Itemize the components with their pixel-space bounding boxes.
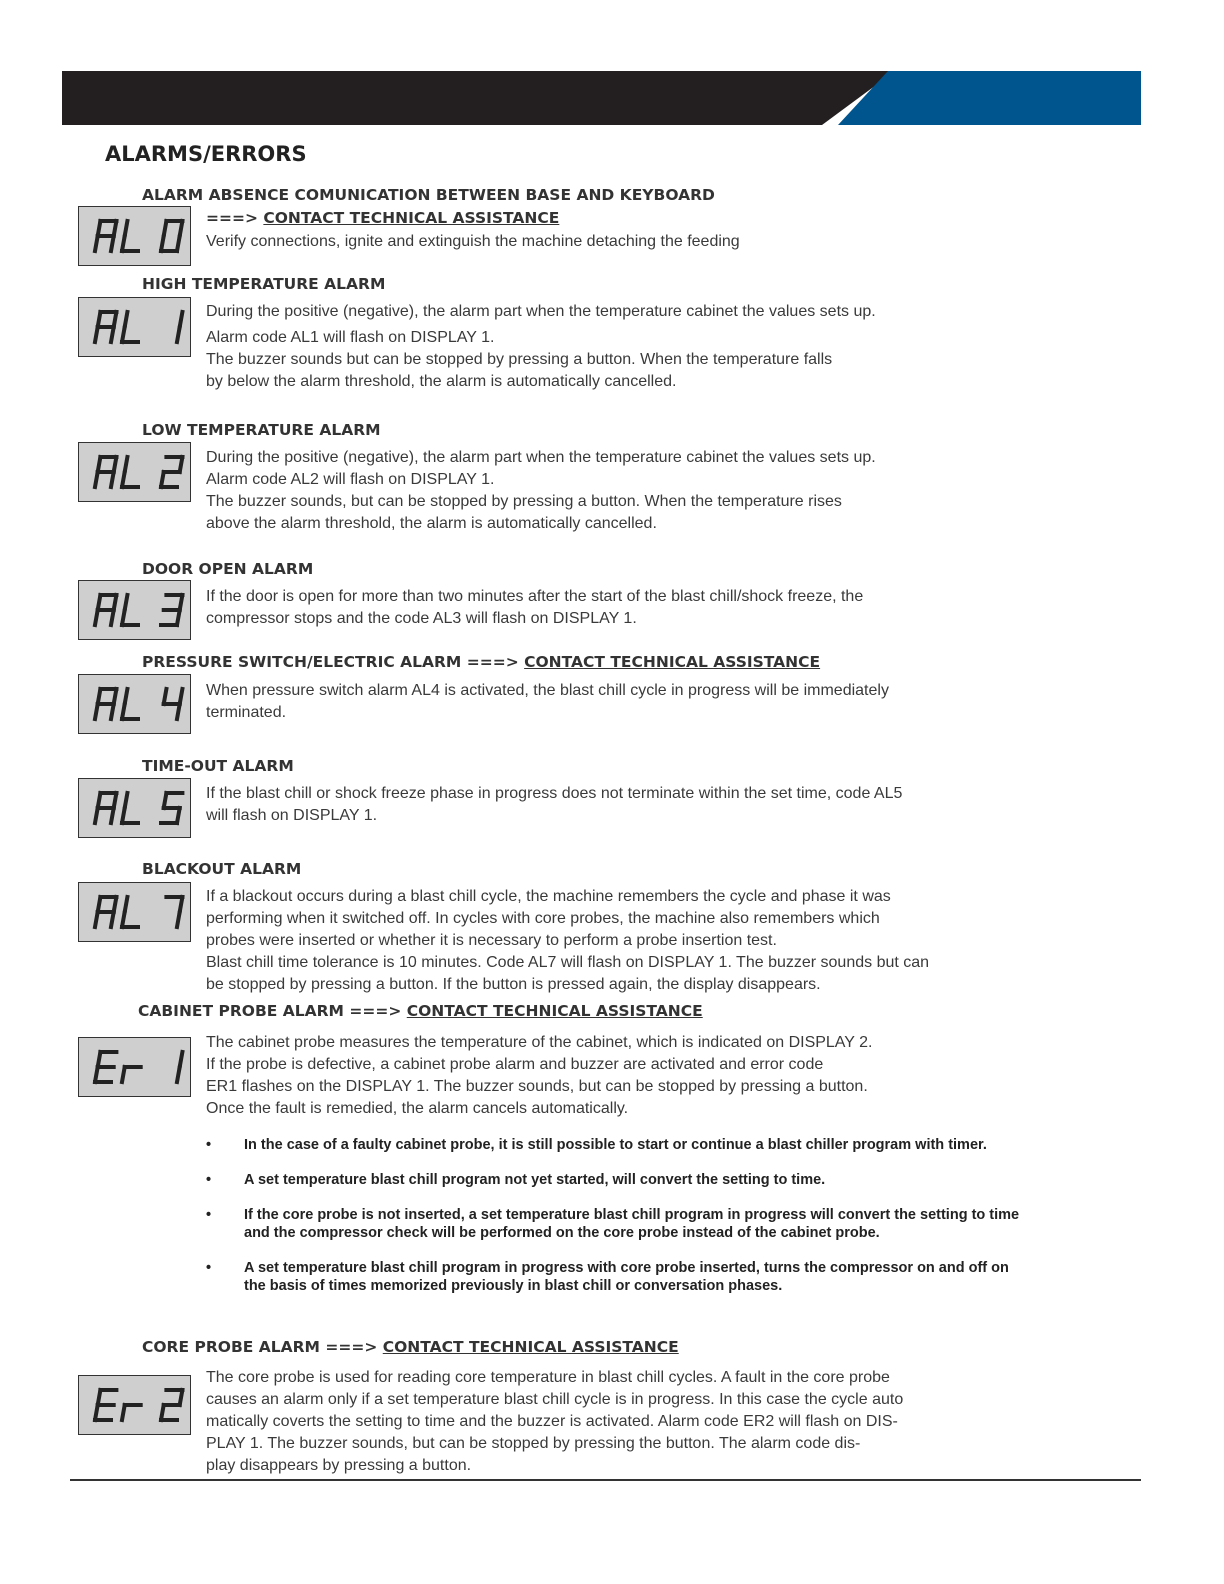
lcd-segment xyxy=(122,472,125,487)
lcd-segment xyxy=(161,472,164,487)
lcd-display xyxy=(78,580,191,640)
lcd-segment xyxy=(98,793,101,808)
lcd-code-al7 xyxy=(79,883,192,943)
section-title: BLACKOUT ALARM xyxy=(142,860,302,878)
lcd-segment xyxy=(125,595,128,610)
lcd-segment xyxy=(111,808,114,823)
lcd-segment xyxy=(125,793,128,808)
contact-technical-assistance-link[interactable]: CONTACT TECHNICAL ASSISTANCE xyxy=(406,1002,703,1020)
body-line: If the probe is defective, a cabinet probe alarm and buzzer are activated and error code xyxy=(206,1056,824,1073)
body-line: ER1 flashes on the DISPLAY 1. The buzzer sounds, but can be stopped by pressing a button. xyxy=(206,1078,868,1095)
body-line: If the door is open for more than two minutes after the start of the blast chill/shock freeze, the xyxy=(206,588,864,605)
lcd-segment xyxy=(180,595,183,610)
body-line: The core probe is used for reading core temperature in blast chill cycles. A fault in the core probe xyxy=(206,1369,890,1386)
lcd-segment xyxy=(125,689,128,704)
lcd-segment xyxy=(114,689,117,704)
section-title: HIGH TEMPERATURE ALARM xyxy=(142,275,386,293)
body-line: During the positive (negative), the alarm part when the temperature cabinet the values sets up. xyxy=(206,303,876,320)
lcd-code-al5 xyxy=(79,779,192,839)
contact-line xyxy=(206,207,1016,229)
lcd-code-al2 xyxy=(79,443,192,503)
section-title: CABINET PROBE ALARM xyxy=(138,1002,344,1020)
section-title: CORE PROBE ALARM xyxy=(142,1338,320,1356)
body-line: The buzzer sounds, but can be stopped by pressing a button. When the temperature rises xyxy=(206,493,842,510)
lcd-display xyxy=(78,882,191,942)
lcd-code-al1 xyxy=(79,298,192,358)
bullet-text: A set temperature blast chill program in progress with core probe inserted, turns the compressor on and off on the basis of times memorized previously in blast chill or conversation phases. xyxy=(244,1260,1009,1294)
lcd-segment xyxy=(180,312,183,327)
bullet-dot: • xyxy=(206,1172,212,1188)
lcd-segment xyxy=(161,1405,164,1420)
section-title: TIME-OUT ALARM xyxy=(142,757,294,775)
lcd-code-al3 xyxy=(79,581,192,641)
section-title: ALARM ABSENCE COMUNICATION BETWEEN BASE AND KEYBOARD xyxy=(142,186,715,204)
body-line: The buzzer sounds but can be stopped by pressing a button. When the temperature falls xyxy=(206,351,833,368)
lcd-segment xyxy=(180,457,183,472)
lcd-segment xyxy=(98,457,101,472)
arrow-text: ===> xyxy=(466,653,519,671)
contact-technical-assistance-link[interactable]: CONTACT TECHNICAL ASSISTANCE xyxy=(524,653,821,671)
page-title: ALARMS/ERRORS xyxy=(105,142,307,166)
lcd-segment xyxy=(177,704,180,719)
body-line: terminated. xyxy=(206,704,287,721)
bullet-dot: • xyxy=(206,1137,212,1153)
body-line: probes were inserted or whether it is necessary to perform a probe insertion test. xyxy=(206,932,777,949)
lcd-segment xyxy=(122,912,125,927)
body-line: above the alarm threshold, the alarm is automatically cancelled. xyxy=(206,515,657,532)
contact-technical-assistance-link[interactable]: CONTACT TECHNICAL ASSISTANCE xyxy=(382,1338,679,1356)
body-line: If a blackout occurs during a blast chill cycle, the machine remembers the cycle and phase it was xyxy=(206,888,891,905)
lcd-segment xyxy=(125,897,128,912)
lcd-segment xyxy=(114,457,117,472)
lcd-segment xyxy=(114,595,117,610)
lcd-segment xyxy=(122,610,125,625)
lcd-segment xyxy=(122,808,125,823)
lcd-segment xyxy=(122,1405,125,1420)
lcd-segment xyxy=(95,1067,98,1082)
lcd-segment xyxy=(177,327,180,342)
lcd-segment xyxy=(122,1067,125,1082)
lcd-segment xyxy=(122,327,125,342)
lcd-segment xyxy=(177,808,180,823)
body-line: PLAY 1. The buzzer sounds, but can be stopped by pressing the button. The alarm code dis- xyxy=(206,1435,861,1452)
lcd-segment xyxy=(98,1390,101,1405)
lcd-segment xyxy=(95,236,98,251)
arrow-text: ===> xyxy=(349,1002,402,1020)
lcd-segment xyxy=(98,689,101,704)
lcd-segment xyxy=(125,221,128,236)
lcd-segment xyxy=(180,897,183,912)
lcd-display xyxy=(78,674,191,734)
lcd-segment xyxy=(125,457,128,472)
section-title-line xyxy=(142,1338,679,1356)
lcd-code-al4 xyxy=(79,675,192,735)
lcd-segment xyxy=(180,1390,183,1405)
lcd-display xyxy=(78,206,191,266)
list-item xyxy=(206,1136,1026,1154)
bullet-text: If the core probe is not inserted, a set temperature blast chill program in progress will convert the setting to time and the compressor check will be performed on the core probe instead of the cabinet probe. xyxy=(244,1207,1020,1241)
lcd-segment xyxy=(164,793,167,808)
lcd-segment xyxy=(111,610,114,625)
lcd-segment xyxy=(95,808,98,823)
lcd-segment xyxy=(164,689,167,704)
body-line: When pressure switch alarm AL4 is activated, the blast chill cycle in progress will be immediately xyxy=(206,682,889,699)
body-line: matically coverts the setting to time and the buzzer is activated. Alarm code ER2 will flash on DIS- xyxy=(206,1413,898,1430)
section-title: LOW TEMPERATURE ALARM xyxy=(142,421,381,439)
body-line: Blast chill time tolerance is 10 minutes. Code AL7 will flash on DISPLAY 1. The buzzer sounds but can xyxy=(206,954,930,971)
lcd-segment xyxy=(161,236,164,251)
lcd-segment xyxy=(98,1052,101,1067)
bullet-text: A set temperature blast chill program not yet started, will convert the setting to time. xyxy=(244,1172,826,1188)
lcd-segment xyxy=(111,704,114,719)
lcd-segment xyxy=(177,1067,180,1082)
lcd-code-er2 xyxy=(79,1376,192,1436)
arrow-text: ===> xyxy=(206,209,258,227)
lcd-segment xyxy=(95,610,98,625)
body-line: Alarm code AL1 will flash on DISPLAY 1. xyxy=(206,329,495,346)
lcd-segment xyxy=(180,221,183,236)
header-bar xyxy=(62,71,1141,125)
lcd-segment xyxy=(114,312,117,327)
arrow-text: ===> xyxy=(325,1338,378,1356)
list-item xyxy=(206,1171,1026,1189)
lcd-segment xyxy=(122,704,125,719)
contact-technical-assistance-link[interactable]: CONTACT TECHNICAL ASSISTANCE xyxy=(263,209,560,227)
list-item xyxy=(206,1206,1026,1242)
lcd-segment xyxy=(180,689,183,704)
lcd-segment xyxy=(114,221,117,236)
lcd-segment xyxy=(111,912,114,927)
lcd-segment xyxy=(98,897,101,912)
lcd-segment xyxy=(125,312,128,327)
lcd-display xyxy=(78,778,191,838)
lcd-segment xyxy=(95,472,98,487)
body-line: performing when it switched off. In cycles with core probes, the machine also remembers which xyxy=(206,910,880,927)
lcd-code-al0 xyxy=(79,207,192,267)
body-line: The cabinet probe measures the temperature of the cabinet, which is indicated on DISPLAY 2. xyxy=(206,1034,873,1051)
lcd-display xyxy=(78,297,191,357)
lcd-segment xyxy=(177,912,180,927)
lcd-segment xyxy=(95,1405,98,1420)
body-line: causes an alarm only if a set temperature blast chill cycle is in progress. In this case the cycle auto xyxy=(206,1391,904,1408)
body-line: be stopped by pressing a button. If the button is pressed again, the display disappears. xyxy=(206,976,821,993)
lcd-segment xyxy=(95,327,98,342)
lcd-segment xyxy=(164,221,167,236)
body-line: During the positive (negative), the alarm part when the temperature cabinet the values sets up. xyxy=(206,449,876,466)
body-line: play disappears by pressing a button. xyxy=(206,1457,472,1474)
lcd-segment xyxy=(98,595,101,610)
lcd-segment xyxy=(114,793,117,808)
body-line: Alarm code AL2 will flash on DISPLAY 1. xyxy=(206,471,495,488)
body-line: by below the alarm threshold, the alarm is automatically cancelled. xyxy=(206,373,677,390)
lcd-segment xyxy=(114,897,117,912)
section-title: PRESSURE SWITCH/ELECTRIC ALARM xyxy=(142,653,462,671)
lcd-segment xyxy=(177,236,180,251)
lcd-segment xyxy=(111,472,114,487)
body-line: will flash on DISPLAY 1. xyxy=(206,807,378,824)
lcd-segment xyxy=(95,704,98,719)
lcd-segment xyxy=(98,312,101,327)
lcd-segment xyxy=(98,221,101,236)
lcd-segment xyxy=(180,1052,183,1067)
body-line: Once the fault is remedied, the alarm cancels automatically. xyxy=(206,1100,629,1117)
bullet-text: In the case of a faulty cabinet probe, it is still possible to start or continue a blast chiller program with timer. xyxy=(244,1137,987,1153)
bullet-dot: • xyxy=(206,1260,212,1276)
lcd-segment xyxy=(111,327,114,342)
lcd-display xyxy=(78,1375,191,1435)
section-title: DOOR OPEN ALARM xyxy=(142,560,314,578)
lcd-display xyxy=(78,442,191,502)
lcd-code-er1 xyxy=(79,1038,192,1098)
body-line: Verify connections, ignite and extinguish the machine detaching the feeding xyxy=(206,233,740,250)
bullet-list xyxy=(206,1136,1026,1312)
bottom-rule xyxy=(70,1479,1141,1481)
lcd-segment xyxy=(177,610,180,625)
section-title-line xyxy=(138,1002,703,1020)
list-item xyxy=(206,1259,1026,1295)
lcd-segment xyxy=(111,236,114,251)
body-line: compressor stops and the code AL3 will flash on DISPLAY 1. xyxy=(206,610,637,627)
lcd-display xyxy=(78,1037,191,1097)
lcd-segment xyxy=(95,912,98,927)
bullet-dot: • xyxy=(206,1207,212,1223)
lcd-segment xyxy=(122,236,125,251)
body-line: If the blast chill or shock freeze phase in progress does not terminate within the set time, code AL5 xyxy=(206,785,903,802)
section-title-line xyxy=(142,653,820,671)
